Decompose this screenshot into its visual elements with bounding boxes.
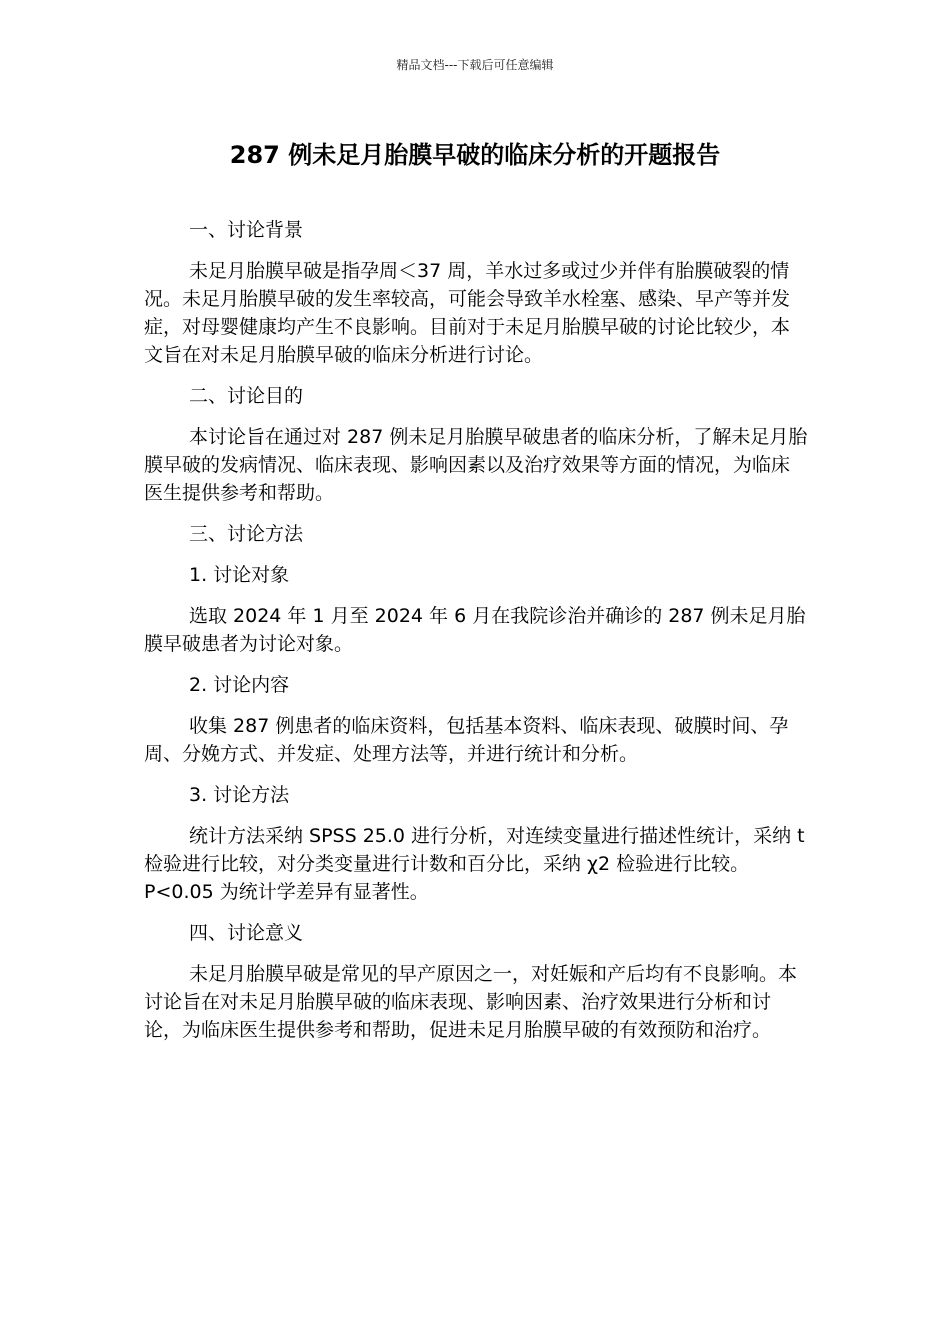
subsection-paragraph-statistics: 统计方法采纳 SPSS 25.0 进行分析，对连续变量进行描述性统计，采纳 t 检验进行比较，对分类变量进行计数和百分比，采纳 χ2 检验进行比较。P<0.05 为统计学差异有显著性。 <box>144 825 805 903</box>
section-paragraph-background: 未足月胎膜早破是指孕周＜37 周，羊水过多或过少并伴有胎膜破裂的情况。未足月胎膜早破的发生率较高，可能会导致羊水栓塞、感染、早产等并发症，对母婴健康均产生不良影响。目前对于未足月胎膜早破的讨论比较少，本文旨在对未足月胎膜早破的临床分析进行讨论。 <box>144 260 791 366</box>
section-heading-purpose: 二、讨论目的 <box>189 385 304 407</box>
section-heading-methods: 三、讨论方法 <box>189 523 304 545</box>
section-heading-background: 一、讨论背景 <box>189 219 304 241</box>
subsection-heading-subjects: 1. 讨论对象 <box>189 564 290 586</box>
subsection-paragraph-subjects: 选取 2024 年 1 月至 2024 年 6 月在我院诊治并确诊的 287 例未足月胎膜早破患者为讨论对象。 <box>144 605 806 655</box>
section-paragraph-purpose: 本讨论旨在通过对 287 例未足月胎膜早破患者的临床分析，了解未足月胎膜早破的发病情况、临床表现、影响因素以及治疗效果等方面的情况，为临床医生提供参考和帮助。 <box>144 426 808 504</box>
subsection-heading-statistics: 3. 讨论方法 <box>189 784 290 806</box>
document-body <box>144 216 808 1057</box>
section-paragraph-significance: 未足月胎膜早破是常见的早产原因之一，对妊娠和产后均有不良影响。本讨论旨在对未足月胎膜早破的临床表现、影响因素、治疗效果进行分析和讨论，为临床医生提供参考和帮助，促进未足月胎膜早破的有效预防和治疗。 <box>144 963 798 1041</box>
subsection-heading-content: 2. 讨论内容 <box>189 674 290 696</box>
section-heading-significance: 四、讨论意义 <box>189 922 304 944</box>
page-header: 精品文档---下载后可任意编辑 <box>396 58 554 72</box>
document-title: 287 例未足月胎膜早破的临床分析的开题报告 <box>229 141 721 169</box>
subsection-paragraph-content: 收集 287 例患者的临床资料，包括基本资料、临床表现、破膜时间、孕周、分娩方式、并发症、处理方法等，并进行统计和分析。 <box>144 715 789 765</box>
